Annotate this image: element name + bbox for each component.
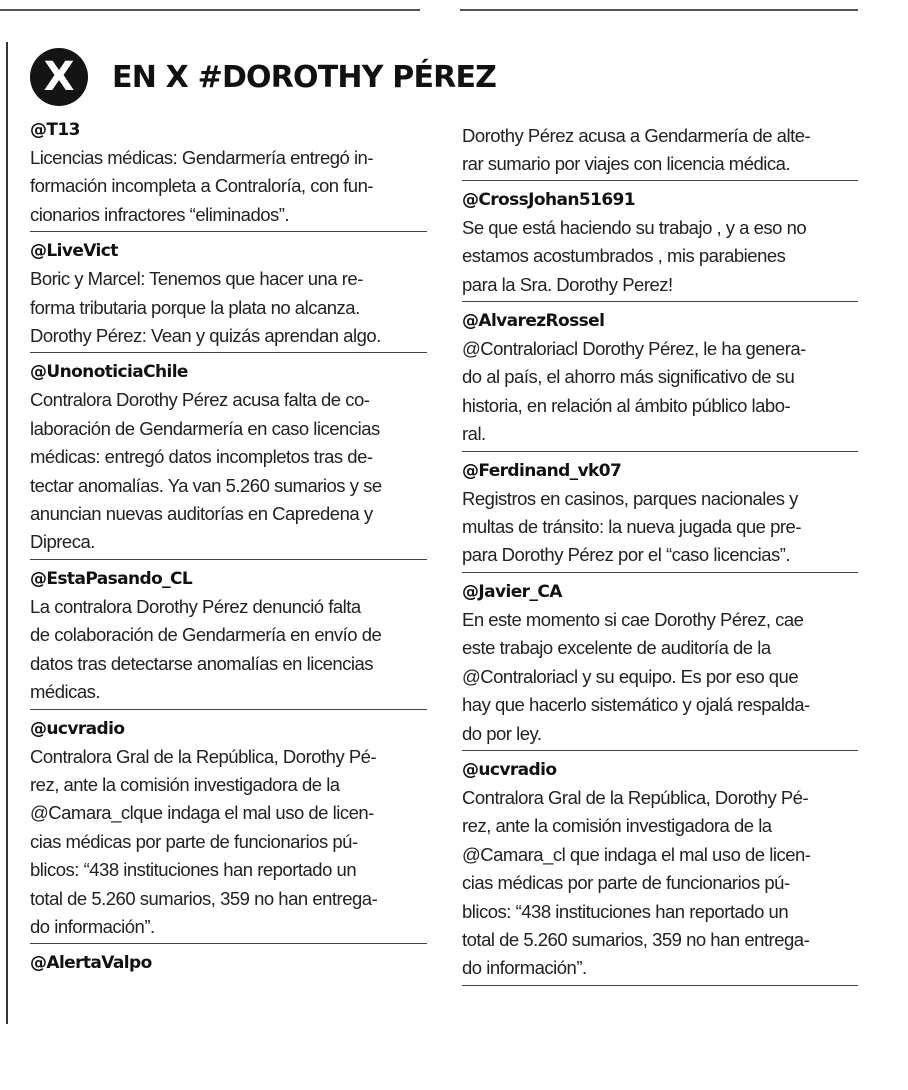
tweet-text (30, 265, 427, 350)
tweet-text-line: Dorothy Pérez: Vean y quizás aprendan algo. (30, 325, 381, 347)
tweet-item (30, 118, 427, 232)
tweet-text-line: total de 5.260 sumarios, 359 no han entrega- (30, 887, 378, 909)
tweet-text-line: Contralora Gral de la República, Dorothy Pé- (462, 786, 809, 808)
top-rule-left (0, 9, 420, 11)
tweet-text-line: rez, ante la comisión investigadora de la (30, 773, 340, 795)
tweet-text-line: anuncian nuevas auditorías en Capredena y (30, 503, 373, 525)
tweet-text-line: ral. (462, 423, 486, 445)
tweet-text-line: cias médicas por parte de funcionarios pú- (30, 830, 358, 852)
tweet-text-line: rez, ante la comisión investigadora de la (462, 815, 772, 837)
tweet-text-line: hay que hacerlo sistemático y ojalá respalda- (462, 694, 810, 716)
tweet-text-line: médicas: entregó datos incompletos tras de- (30, 446, 373, 468)
tweet-text-line: cionarios infractores “eliminados”. (30, 203, 290, 225)
left-column (30, 118, 427, 986)
tweet-item (30, 360, 427, 559)
tweet-handle[interactable]: @LiveVict (30, 241, 118, 262)
tweet-text-line: Dipreca. (30, 531, 95, 553)
tweet-text-line: estamos acostumbrados , mis parabienes (462, 245, 786, 267)
tweet-text-line: datos tras detectarse anomalías en licencias (30, 652, 374, 674)
section-title: EN X #DOROTHY PÉREZ (112, 59, 497, 95)
tweet-handle[interactable]: @CrossJohan51691 (462, 189, 636, 210)
tweet-text-line: do información”. (30, 915, 155, 937)
tweet-text-line: do información”. (462, 957, 587, 979)
tweet-text-line: blicos: “438 instituciones han reportado un (462, 900, 789, 922)
left-margin-rule (6, 42, 8, 1024)
tweet-item (30, 717, 427, 945)
tweet-handle[interactable]: @EstaPasando_CL (30, 568, 193, 589)
tweet-text-line: Contralora Gral de la República, Dorothy Pé- (30, 745, 377, 767)
tweet-text-line: Contralora Dorothy Pérez acusa falta de co- (30, 389, 370, 411)
tweet-handle[interactable]: @UnonoticiaChile (30, 362, 188, 383)
tweet-text (30, 386, 427, 556)
tweet-text-line: Registros en casinos, parques nacionales y (462, 487, 798, 509)
tweet-text (462, 214, 858, 299)
top-rule-right (460, 9, 858, 11)
tweet-text-line: multas de tránsito: la nueva jugada que pre- (462, 516, 801, 538)
tweet-handle[interactable]: @ucvradio (462, 759, 557, 780)
tweet-text-line: Licencias médicas: Gendarmería entregó in- (30, 147, 374, 168)
tweet-handle[interactable]: @T13 (30, 120, 80, 140)
tweet-text (30, 743, 427, 942)
tweet-text (30, 144, 427, 229)
tweet-handle[interactable]: @AlertaValpo (30, 953, 152, 974)
tweet-handle[interactable]: @Javier_CA (462, 581, 562, 602)
tweet-text-line: total de 5.260 sumarios, 359 no han entrega- (462, 928, 810, 950)
tweet-text-line: @Contraloriacl y su equipo. Es por eso que (462, 665, 799, 687)
tweet-item (462, 459, 858, 573)
tweet-text-line: Se que está haciendo su trabajo , y a eso no (462, 216, 807, 238)
tweet-item (30, 951, 427, 979)
tweet-text-line: cias médicas por parte de funcionarios pú- (462, 872, 790, 894)
tweet-text-line: laboración de Gendarmería en caso licencias (30, 417, 380, 439)
tweet-text (462, 122, 858, 179)
tweet-text-line: historia, en relación al ámbito público labo- (462, 394, 791, 416)
tweet-text (462, 784, 858, 983)
tweet-text (462, 335, 858, 449)
tweet-text-line: para la Sra. Dorothy Perez! (462, 273, 673, 295)
tweet-handle[interactable]: @AlvarezRossel (462, 311, 605, 332)
section-header (30, 48, 496, 106)
tweet-item (462, 122, 858, 181)
tweet-item (462, 758, 858, 986)
tweet-item (462, 309, 858, 452)
tweet-item (30, 567, 427, 710)
right-column (462, 122, 858, 993)
tweet-text (462, 485, 858, 570)
tweet-text-line: En este momento si cae Dorothy Pérez, cae (462, 608, 804, 630)
tweet-item (30, 239, 427, 353)
tweet-text (462, 606, 858, 748)
tweet-text-line: La contralora Dorothy Pérez denunció falta (30, 595, 361, 617)
tweet-text-line: blicos: “438 instituciones han reportado un (30, 859, 357, 881)
tweet-text-line: @Camara_cl que indaga el mal uso de licen- (462, 843, 811, 865)
tweet-text-line: do al país, el ahorro más significativo de su (462, 366, 795, 388)
tweet-handle[interactable]: @ucvradio (30, 718, 125, 739)
tweet-text-line: Dorothy Pérez acusa a Gendarmería de alte- (462, 125, 811, 146)
tweet-text-line: para Dorothy Pérez por el “caso licencias”. (462, 544, 791, 566)
tweet-item (462, 580, 858, 751)
tweet-text-line: formación incompleta a Contraloría, con fun- (30, 175, 374, 197)
x-logo-icon: X (30, 48, 88, 106)
tweet-text-line: de colaboración de Gendarmería en envío de (30, 624, 382, 646)
tweet-text-line: forma tributaria porque la plata no alcanza. (30, 296, 360, 318)
tweet-text-line: do por ley. (462, 722, 542, 744)
tweet-text-line: rar sumario por viajes con licencia médica. (462, 153, 791, 175)
tweet-text-line: este trabajo excelente de auditoría de la (462, 637, 771, 659)
tweet-text-line: médicas. (30, 681, 101, 703)
tweet-text (30, 593, 427, 707)
tweet-text-line: tectar anomalías. Ya van 5.260 sumarios y se (30, 474, 382, 496)
tweet-text-line: Boric y Marcel: Tenemos que hacer una re- (30, 268, 363, 290)
tweet-item (462, 188, 858, 302)
tweet-text-line: @Camara_clque indaga el mal uso de licen- (30, 802, 374, 824)
tweet-text-line: @Contraloriacl Dorothy Pérez, le ha genera- (462, 338, 806, 360)
tweet-handle[interactable]: @Ferdinand_vk07 (462, 460, 622, 481)
